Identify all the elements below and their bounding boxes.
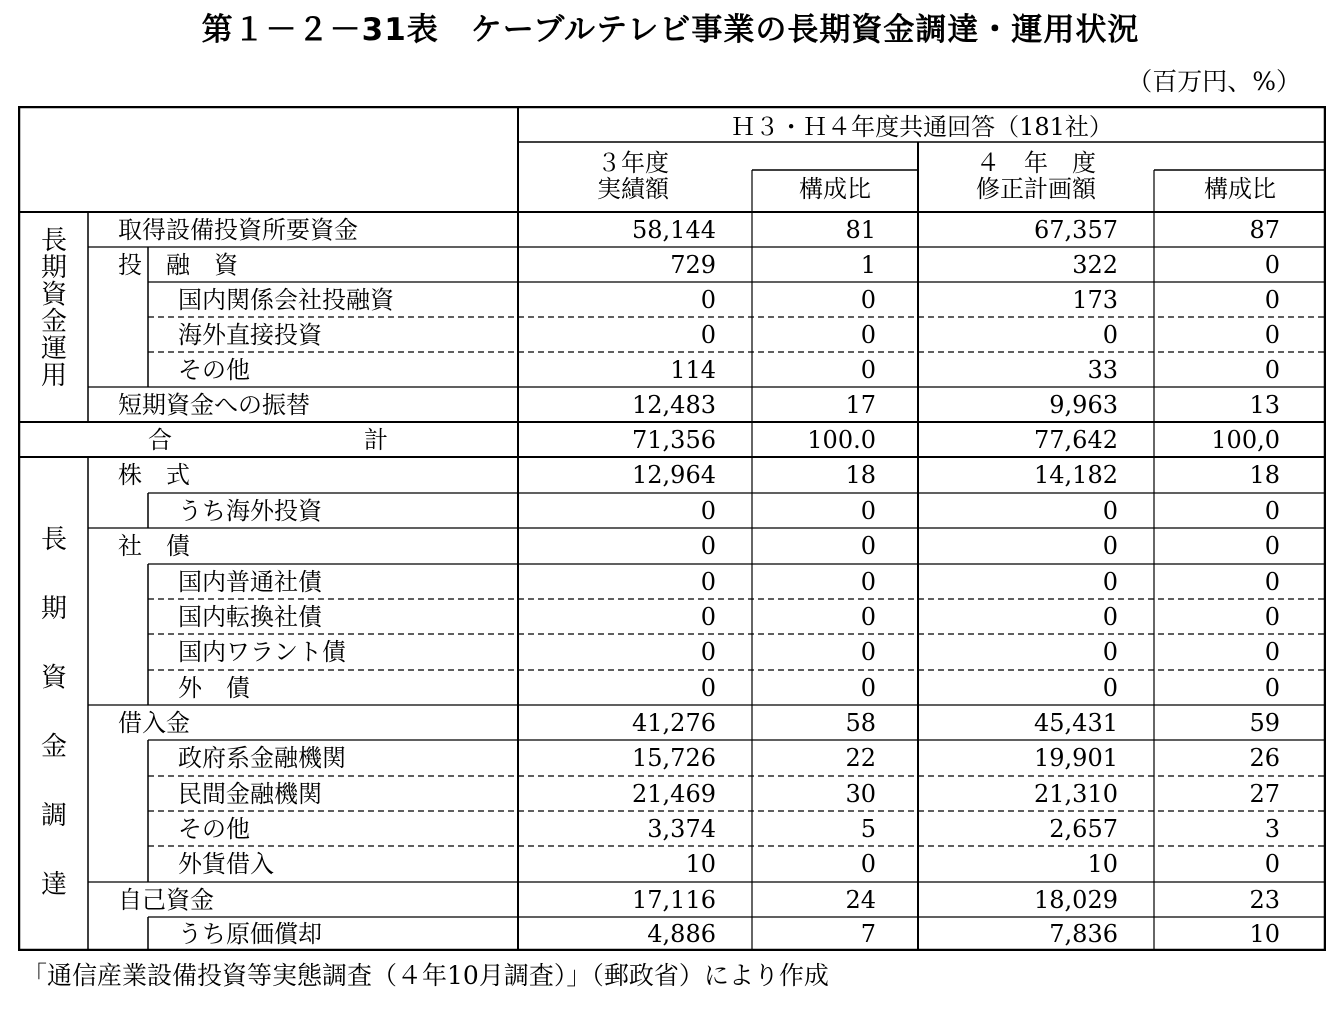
header-col3-line1: ４ 年 度 (976, 149, 1096, 177)
cell-of-which-depreciation-col4: 10 (1249, 920, 1280, 948)
cell-bonds-col4: 0 (1264, 532, 1280, 560)
section-char: 期 (40, 594, 67, 624)
row-label-domestic-convertible-bonds: 国内転換社債 (178, 602, 322, 631)
cell-domestic-straight-bonds-col2: 0 (860, 567, 876, 596)
cell-of-which-depreciation-col3: 7,836 (1049, 920, 1118, 948)
cell-private-financial-institutions-col3: 21,310 (1034, 779, 1118, 808)
cell-domestic-convertible-bonds-col2: 0 (860, 602, 876, 631)
cell-foreign-bonds-col4: 0 (1264, 673, 1280, 702)
row-label-foreign-currency-borrowing: 外貨借入 (178, 850, 274, 878)
section-char: 用 (40, 361, 67, 391)
cell-transfer-to-short-term-col3: 9,963 (1049, 390, 1118, 419)
cell-domestic-straight-bonds-col4: 0 (1264, 567, 1280, 596)
cell-foreign-bonds-col3: 0 (1102, 673, 1118, 702)
cell-total-col2: 100.0 (807, 425, 876, 454)
cell-domestic-straight-bonds-col1: 0 (700, 567, 716, 596)
cell-investment-loans-col2: 1 (860, 250, 876, 279)
row-label-foreign-bonds: 外 債 (178, 673, 250, 702)
unit-label: （百万円、%） (1127, 67, 1301, 96)
section-char: 資 (40, 280, 67, 310)
row-label-domestic-warrant-bonds: 国内ワラント債 (178, 638, 346, 666)
cell-overseas-direct-investment-col2: 0 (860, 320, 876, 349)
cell-overseas-direct-investment-col4: 0 (1264, 320, 1280, 349)
cell-bonds-col2: 0 (860, 532, 876, 560)
cell-transfer-to-short-term-col1: 12,483 (632, 390, 716, 419)
cell-foreign-currency-borrowing-col2: 0 (860, 850, 876, 878)
data-table (18, 106, 1326, 951)
cell-investment-other-col2: 0 (860, 355, 876, 384)
header-col4: 構成比 (1204, 175, 1276, 203)
cell-borrowings-col1: 41,276 (632, 708, 716, 737)
cell-of-which-depreciation-col1: 4,886 (647, 920, 716, 948)
cell-foreign-bonds-col1: 0 (700, 673, 716, 702)
cell-foreign-currency-borrowing-col1: 10 (685, 850, 716, 878)
cell-private-financial-institutions-col4: 27 (1249, 779, 1280, 808)
table-title: 第１－２－31表 ケーブルテレビ事業の長期資金調達・運用状況 (201, 12, 1140, 48)
cell-transfer-to-short-term-col4: 13 (1249, 390, 1280, 419)
cell-borrowings-col2: 58 (845, 708, 876, 737)
cell-domestic-convertible-bonds-col4: 0 (1264, 602, 1280, 631)
cell-acquisition-capex-col1: 58,144 (632, 215, 716, 244)
section-label-long-term-fund-use (20, 228, 88, 390)
cell-borrowings-other-col1: 3,374 (647, 814, 716, 843)
row-label-bonds: 社 債 (118, 532, 190, 560)
cell-borrowings-col4: 59 (1249, 708, 1280, 737)
section-char: 長 (40, 525, 67, 555)
row-label-private-financial-institutions: 民間金融機関 (178, 779, 322, 808)
cell-government-financial-institutions-col1: 15,726 (632, 744, 716, 772)
section-char: 金 (40, 307, 67, 337)
row-label-total: 合 計 (148, 425, 388, 454)
row-label-stock: 株 式 (118, 461, 190, 489)
cell-bonds-col3: 0 (1102, 532, 1118, 560)
header-col3-line2: 修正計画額 (976, 175, 1096, 203)
cell-investment-other-col1: 114 (670, 355, 716, 384)
row-label-acquisition-capex: 取得設備投資所要資金 (118, 215, 358, 244)
cell-domestic-warrant-bonds-col2: 0 (860, 638, 876, 666)
row-label-investment-other: その他 (178, 355, 250, 384)
cell-investment-other-col4: 0 (1264, 355, 1280, 384)
cell-investment-loans-col1: 729 (670, 250, 716, 279)
cell-investment-other-col3: 33 (1087, 355, 1118, 384)
cell-of-which-overseas-col2: 0 (860, 496, 876, 525)
cell-of-which-depreciation-col2: 7 (860, 920, 876, 948)
cell-of-which-overseas-col1: 0 (700, 496, 716, 525)
section-char: 達 (40, 870, 67, 900)
row-label-borrowings-other: その他 (178, 814, 250, 843)
cell-stock-col2: 18 (845, 461, 876, 489)
row-label-own-funds: 自己資金 (118, 885, 214, 914)
cell-of-which-overseas-col3: 0 (1102, 496, 1118, 525)
row-label-government-financial-institutions: 政府系金融機関 (178, 744, 346, 772)
section-char: 調 (40, 801, 67, 831)
cell-acquisition-capex-col2: 81 (845, 215, 876, 244)
cell-stock-col1: 12,964 (632, 461, 716, 489)
source-note: 「通信産業設備投資等実態調査（４年10月調査）」（郵政省）により作成 (22, 961, 829, 990)
cell-own-funds-col2: 24 (845, 885, 876, 914)
row-label-domestic-straight-bonds: 国内普通社債 (178, 567, 322, 596)
section-char: 期 (40, 253, 67, 283)
cell-government-financial-institutions-col2: 22 (845, 744, 876, 772)
cell-domestic-warrant-bonds-col4: 0 (1264, 638, 1280, 666)
cell-investment-loans-col3: 322 (1072, 250, 1118, 279)
cell-total-col3: 77,642 (1034, 425, 1118, 454)
cell-total-col1: 71,356 (632, 425, 716, 454)
row-label-borrowings: 借入金 (118, 708, 190, 737)
cell-acquisition-capex-col3: 67,357 (1034, 215, 1118, 244)
cell-transfer-to-short-term-col2: 17 (845, 390, 876, 419)
cell-stock-col4: 18 (1249, 461, 1280, 489)
cell-domestic-affiliate-investment-col2: 0 (860, 285, 876, 314)
cell-bonds-col1: 0 (700, 532, 716, 560)
cell-investment-loans-col4: 0 (1264, 250, 1280, 279)
cell-government-financial-institutions-col3: 19,901 (1034, 744, 1118, 772)
cell-government-financial-institutions-col4: 26 (1249, 744, 1280, 772)
cell-own-funds-col4: 23 (1249, 885, 1280, 914)
cell-domestic-convertible-bonds-col1: 0 (700, 602, 716, 631)
cell-overseas-direct-investment-col3: 0 (1102, 320, 1118, 349)
section-char: 金 (40, 732, 67, 762)
cell-foreign-bonds-col2: 0 (860, 673, 876, 702)
cell-of-which-overseas-col4: 0 (1264, 496, 1280, 525)
cell-total-col4: 100,0 (1211, 425, 1280, 454)
cell-domestic-affiliate-investment-col4: 0 (1264, 285, 1280, 314)
row-label-transfer-to-short-term: 短期資金への振替 (118, 390, 310, 419)
cell-borrowings-other-col2: 5 (860, 814, 876, 843)
cell-acquisition-capex-col4: 87 (1249, 215, 1280, 244)
row-label-investment-loans: 投 融 資 (118, 250, 238, 279)
cell-stock-col3: 14,182 (1034, 461, 1118, 489)
cell-own-funds-col3: 18,029 (1034, 885, 1118, 914)
cell-borrowings-col3: 45,431 (1034, 708, 1118, 737)
section-label-long-term-fund-raising (20, 506, 88, 920)
header-col1-line1: ３年度 (597, 149, 669, 177)
cell-overseas-direct-investment-col1: 0 (700, 320, 716, 349)
section-char: 運 (40, 334, 67, 364)
cell-domestic-convertible-bonds-col3: 0 (1102, 602, 1118, 631)
cell-private-financial-institutions-col2: 30 (845, 779, 876, 808)
row-label-domestic-affiliate-investment: 国内関係会社投融資 (178, 285, 394, 314)
header-col2: 構成比 (799, 175, 871, 203)
cell-domestic-warrant-bonds-col1: 0 (700, 638, 716, 666)
section-char: 資 (40, 663, 67, 693)
cell-domestic-affiliate-investment-col3: 173 (1072, 285, 1118, 314)
row-label-overseas-direct-investment: 海外直接投資 (178, 320, 322, 349)
header-group: Ｈ３・Ｈ４年度共通回答（181社） (731, 113, 1113, 141)
cell-borrowings-other-col3: 2,657 (1049, 814, 1118, 843)
cell-domestic-warrant-bonds-col3: 0 (1102, 638, 1118, 666)
cell-foreign-currency-borrowing-col4: 0 (1264, 850, 1280, 878)
cell-private-financial-institutions-col1: 21,469 (632, 779, 716, 808)
cell-borrowings-other-col4: 3 (1264, 814, 1280, 843)
cell-own-funds-col1: 17,116 (632, 885, 716, 914)
section-char: 長 (40, 226, 67, 256)
header-col1-line2: 実績額 (597, 175, 669, 203)
cell-foreign-currency-borrowing-col3: 10 (1087, 850, 1118, 878)
row-label-of-which-overseas: うち海外投資 (178, 496, 322, 525)
cell-domestic-straight-bonds-col3: 0 (1102, 567, 1118, 596)
row-label-of-which-depreciation: うち原価償却 (178, 920, 322, 948)
cell-domestic-affiliate-investment-col1: 0 (700, 285, 716, 314)
